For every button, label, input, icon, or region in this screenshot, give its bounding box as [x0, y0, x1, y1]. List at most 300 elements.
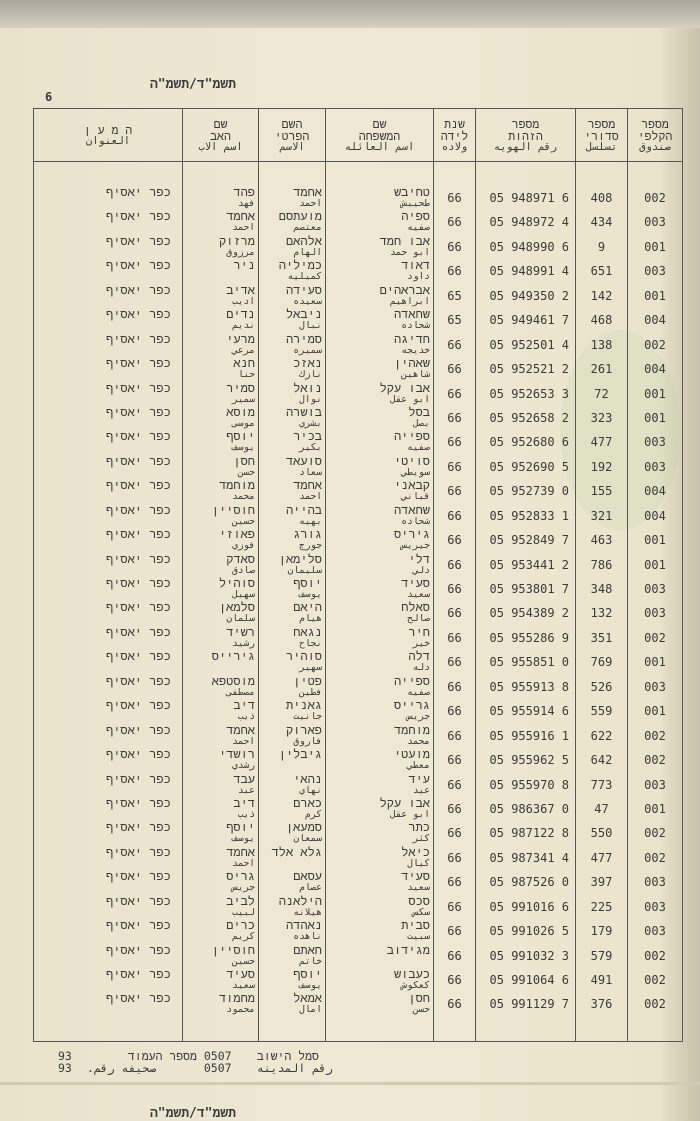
father-name-ar: صادق: [232, 564, 255, 576]
cell-ballot-box: [628, 626, 682, 650]
father-name-ar: جريس: [232, 882, 255, 894]
first-name-ar: جانيت: [293, 711, 322, 723]
ballot-box: 003: [644, 264, 666, 279]
birth-year: 66: [447, 679, 462, 694]
cell-birth-year: [434, 577, 476, 601]
id-number: 05 986367 0: [489, 801, 569, 816]
ballot-box: 004: [644, 508, 666, 523]
father-name-he: מרזוק: [218, 234, 255, 248]
family-name-he: מועטי: [393, 748, 430, 762]
cell-serial: [576, 357, 628, 381]
cell-family-name: [326, 357, 434, 381]
ballot-box: 003: [644, 215, 666, 230]
table-header: [34, 109, 682, 162]
cell-serial: [576, 210, 628, 234]
father-name-he: סעיד: [226, 968, 255, 981]
id-number: 05 991064 6: [489, 973, 569, 987]
cell-family-name: [326, 333, 434, 357]
father-name-he: יוסף: [226, 430, 255, 444]
cell-father: [183, 919, 259, 943]
cell-address: [34, 186, 183, 210]
cell-id-number: [476, 992, 576, 1016]
first-name-he: סעידה: [285, 283, 322, 297]
cell-birth-year: [434, 748, 476, 772]
serial-number: 773: [590, 777, 613, 792]
birth-year: 66: [447, 215, 462, 230]
cell-family-name: [326, 259, 434, 283]
cell-first-name: [259, 870, 326, 894]
serial-number: 526: [590, 679, 613, 694]
cell-birth-year: [434, 821, 476, 845]
cell-family-name: [326, 479, 434, 503]
family-name-ar: جيريس: [401, 540, 430, 552]
col-label: לידה: [440, 129, 469, 143]
family-name-ar: سويطي: [401, 466, 430, 478]
father-name-he: מחמוד: [218, 992, 255, 1006]
serial-number: 9: [597, 239, 606, 254]
cell-family-name: [326, 699, 434, 723]
first-name-ar: كرم: [304, 808, 322, 820]
cell-father: [183, 992, 259, 1016]
cell-family-name: [326, 870, 434, 894]
serial-number: 559: [590, 704, 613, 719]
birth-year: 65: [447, 288, 462, 303]
cell-birth-year: [434, 919, 476, 943]
cell-father: [183, 870, 259, 894]
address-text: כפר יאסיף: [106, 821, 171, 835]
first-name-he: בכיר: [293, 430, 322, 444]
cell-birth-year: [434, 406, 476, 430]
birth-year: 66: [447, 582, 462, 596]
col-ballot-box: [628, 109, 682, 161]
id-number: 05 948991 4: [489, 264, 569, 279]
address-text: כפר יאסיף: [106, 308, 171, 322]
cell-address: [34, 895, 183, 919]
father-name-he: אחמד: [226, 845, 255, 859]
ballot-box: 001: [644, 704, 666, 719]
serial-number: 138: [590, 337, 613, 352]
father-name-ar: احمد: [232, 222, 255, 234]
cell-family-name: [326, 504, 434, 528]
father-name-he: גריס: [226, 870, 255, 884]
ballot-box: 002: [644, 753, 666, 768]
family-name-ar: جريس: [407, 711, 430, 723]
cell-id-number: [476, 210, 576, 234]
cell-ballot-box: [628, 944, 682, 968]
id-number: 05 949350 2: [489, 288, 569, 303]
first-name-he: בהייה: [285, 503, 322, 517]
first-name-ar: بهيه: [299, 515, 322, 527]
cell-father: [183, 528, 259, 552]
family-name-ar: ابو عقل: [389, 808, 430, 820]
first-name-he: יוסף: [293, 577, 322, 590]
id-number: 05 949461 7: [489, 313, 569, 328]
birth-year: 66: [447, 704, 462, 719]
id-number: 05 955916 1: [489, 728, 569, 743]
family-name-he: דאוד: [401, 259, 430, 273]
address-text: כפר יאסיף: [106, 283, 171, 297]
cell-family-name: [326, 797, 434, 821]
father-name-ar: موسى: [232, 417, 255, 429]
cell-birth-year: [434, 382, 476, 406]
cell-father: [183, 797, 259, 821]
table-row: [34, 333, 682, 357]
family-name-ar: صالح: [407, 613, 430, 625]
first-name-ar: امال: [299, 1004, 322, 1016]
family-name-he: סעיד: [401, 870, 430, 884]
ballot-box: 003: [644, 582, 666, 596]
family-name-he: שחאדה: [393, 308, 430, 322]
address-text: כפר יאסיף: [106, 723, 171, 737]
cell-ballot-box: [628, 528, 682, 552]
serial-number: 47: [594, 801, 609, 816]
first-name-he: פארוק: [285, 723, 322, 737]
first-name-he: חאתם: [293, 943, 322, 957]
cell-ballot-box: [628, 650, 682, 674]
table-row: [34, 430, 682, 454]
ballot-box: 003: [644, 459, 666, 474]
cell-id-number: [476, 553, 576, 577]
id-number: 05 991129 7: [489, 997, 569, 1012]
father-name-he: מוחמד: [218, 479, 255, 493]
id-number: 05 953441 2: [489, 557, 569, 572]
col-label: שם: [213, 117, 228, 131]
cell-father: [183, 406, 259, 430]
id-number: 05 955913 8: [489, 679, 569, 694]
cell-first-name: [259, 821, 326, 845]
family-name-ar: قباني: [401, 491, 430, 503]
cell-birth-year: [434, 944, 476, 968]
first-name-ar: نبال: [299, 320, 322, 332]
cell-address: [34, 650, 183, 674]
cell-serial: [576, 724, 628, 748]
first-name-ar: ناهده: [293, 931, 322, 943]
col-father: [183, 109, 259, 161]
family-name-he: סכס: [408, 894, 430, 908]
first-name-he: סמעאן: [285, 821, 322, 835]
family-name-he: עיד: [408, 772, 430, 786]
cell-father: [183, 479, 259, 503]
family-name-ar: بصل: [412, 417, 430, 429]
first-name-he: גאנית: [285, 699, 322, 713]
table-row: [34, 968, 682, 992]
family-name-ar: حسن: [412, 1004, 430, 1016]
cell-ballot-box: [628, 577, 682, 601]
ballot-box: 001: [644, 410, 666, 425]
cell-serial: [576, 944, 628, 968]
father-name-ar: عبد: [237, 784, 255, 796]
cell-family-name: [326, 308, 434, 332]
address-text: כפר יאסיף: [106, 992, 171, 1006]
cell-ballot-box: [628, 333, 682, 357]
first-name-ar: سعيده: [293, 295, 322, 307]
cell-serial: [576, 919, 628, 943]
first-name-he: נאהדה: [285, 919, 322, 933]
cell-first-name: [259, 406, 326, 430]
birth-year: 66: [447, 508, 462, 523]
id-number: 05 952690 5: [489, 459, 569, 474]
father-name-he: חנא: [233, 357, 255, 371]
cell-address: [34, 406, 183, 430]
address-text: כפר יאסיף: [106, 625, 171, 639]
cell-birth-year: [434, 895, 476, 919]
col-label-ar: صندوق: [639, 141, 671, 153]
id-number: 05 955851 0: [489, 655, 569, 670]
cell-birth-year: [434, 773, 476, 797]
family-name-ar: ابراهيم: [389, 295, 430, 307]
id-number: 05 991026 5: [489, 924, 569, 939]
cell-ballot-box: [628, 406, 682, 430]
cell-ballot-box: [628, 357, 682, 381]
cell-ballot-box: [628, 455, 682, 479]
table-row: [34, 626, 682, 650]
serial-number: 142: [590, 288, 613, 303]
cell-ballot-box: [628, 821, 682, 845]
address-text: כפר יאסיף: [106, 772, 171, 786]
serial-number: 72: [594, 386, 609, 401]
cell-family-name: [326, 577, 434, 601]
cell-father: [183, 308, 259, 332]
cell-serial: [576, 870, 628, 894]
table-row: [34, 870, 682, 894]
serial-number: 786: [590, 557, 613, 572]
col-first-name: [259, 109, 326, 161]
cell-family-name: [326, 944, 434, 968]
family-name-he: ספיה: [401, 210, 430, 224]
first-name-ar: بكير: [299, 442, 322, 454]
father-name-he: סמיר: [226, 381, 255, 395]
first-name-he: סמירה: [285, 332, 322, 346]
cell-father: [183, 650, 259, 674]
serial-number: 192: [590, 459, 613, 474]
cell-first-name: [259, 308, 326, 332]
id-number: 05 955962 5: [489, 753, 569, 768]
cell-father: [183, 455, 259, 479]
cell-family-name: [326, 186, 434, 210]
family-name-ar: شحاده: [401, 515, 430, 527]
first-name-he: נגאח: [293, 625, 322, 639]
first-name-ar: احمد: [299, 491, 322, 503]
cell-serial: [576, 333, 628, 357]
address-text: כפר יאסיף: [106, 210, 171, 224]
cell-address: [34, 773, 183, 797]
family-name-ar: سعيد: [407, 882, 430, 894]
cell-first-name: [259, 382, 326, 406]
cell-first-name: [259, 968, 326, 992]
first-name-ar: هيلانه: [293, 906, 322, 918]
ballot-box: 001: [644, 801, 666, 816]
cell-id-number: [476, 699, 576, 723]
cell-family-name: [326, 455, 434, 479]
cell-birth-year: [434, 992, 476, 1016]
cell-father: [183, 284, 259, 308]
cell-birth-year: [434, 553, 476, 577]
family-name-ar: سبيت: [407, 931, 430, 943]
col-label: המשפחה: [358, 129, 401, 143]
ballot-box: 003: [644, 679, 666, 694]
col-birth-year: [434, 109, 476, 161]
serial-number: 155: [590, 484, 613, 499]
address-text: כפר יאסיף: [106, 748, 171, 762]
page-no: 93: [58, 1049, 72, 1063]
ballot-box: 001: [644, 655, 666, 670]
father-name-he: דיב: [233, 796, 255, 810]
cell-father: [183, 382, 259, 406]
cell-serial: [576, 186, 628, 210]
cell-serial: [576, 406, 628, 430]
first-name-he: גורג: [293, 528, 322, 542]
family-name-he: שאהין: [393, 357, 430, 371]
ballot-box: 001: [644, 533, 666, 548]
father-name-ar: محمد: [232, 491, 255, 503]
col-label-ar: ولاده: [441, 141, 468, 153]
cell-serial: [576, 821, 628, 845]
address-text: כפר יאסיף: [106, 381, 171, 395]
cell-family-name: [326, 773, 434, 797]
cell-first-name: [259, 846, 326, 870]
father-name-ar: رشدي: [232, 760, 255, 772]
cell-first-name: [259, 528, 326, 552]
father-name-ar: اديب: [232, 295, 255, 307]
family-name-he: מוחמד: [393, 723, 430, 737]
cell-family-name: [326, 284, 434, 308]
father-name-ar: فوزي: [232, 540, 255, 552]
first-name-he: סלימאן: [278, 552, 322, 566]
family-name-ar: صفيه: [407, 442, 430, 454]
ballot-box: 003: [644, 777, 666, 792]
table-row: [34, 186, 682, 210]
table-row: [34, 479, 682, 503]
page-footer: [58, 1050, 333, 1074]
cell-ballot-box: [628, 186, 682, 210]
serial-number: 321: [590, 508, 613, 523]
cell-serial: [576, 699, 628, 723]
cell-birth-year: [434, 626, 476, 650]
table-row: [34, 528, 682, 552]
address-text: כפר יאסיף: [106, 650, 171, 664]
cell-id-number: [476, 944, 576, 968]
family-name-ar: دلي: [412, 564, 430, 576]
cell-birth-year: [434, 870, 476, 894]
birth-year: 66: [447, 459, 462, 474]
father-name-ar: حسن: [237, 466, 255, 478]
cell-family-name: [326, 406, 434, 430]
father-name-ar: حسين: [232, 955, 255, 967]
cell-first-name: [259, 895, 326, 919]
father-name-he: סלמאן: [218, 601, 255, 615]
cell-family-name: [326, 528, 434, 552]
cell-id-number: [476, 797, 576, 821]
birth-year: 66: [447, 410, 462, 425]
address-text: כפר יאסיף: [106, 870, 171, 884]
id-number: 05 953801 7: [489, 582, 569, 596]
birth-year: 66: [447, 655, 462, 670]
address-text: כפר יאסיף: [106, 259, 171, 273]
cell-id-number: [476, 382, 576, 406]
cell-serial: [576, 455, 628, 479]
id-number: 05 952501 4: [489, 337, 569, 352]
id-number: 05 952833 1: [489, 508, 569, 523]
cell-address: [34, 797, 183, 821]
page-number: 6: [45, 90, 53, 104]
table-row: [34, 748, 682, 772]
cell-address: [34, 724, 183, 748]
cell-first-name: [259, 626, 326, 650]
cell-ballot-box: [628, 992, 682, 1016]
cell-family-name: [326, 235, 434, 259]
address-text: כפר יאסיף: [106, 479, 171, 493]
father-name-he: כרים: [226, 919, 255, 933]
cell-first-name: [259, 748, 326, 772]
father-name-he: אחמד: [226, 210, 255, 224]
first-name-ar: نهاي: [299, 784, 322, 796]
id-number: 05 952653 3: [489, 386, 569, 401]
cell-id-number: [476, 650, 576, 674]
col-label-ar: تسلسل: [585, 141, 618, 153]
ballot-box: 002: [644, 973, 666, 987]
cell-address: [34, 528, 183, 552]
first-name-ar: كميليه: [287, 271, 322, 283]
serial-number: 261: [590, 362, 613, 377]
first-name-ar: سليمان: [287, 564, 322, 576]
settlement-label-ar: رقم المدينه: [256, 1061, 333, 1075]
id-number: 05 948990 6: [489, 239, 569, 254]
cell-family-name: [326, 724, 434, 748]
cell-serial: [576, 773, 628, 797]
cell-address: [34, 382, 183, 406]
cell-birth-year: [434, 650, 476, 674]
cell-father: [183, 430, 259, 454]
first-name-he: נאזכ: [293, 357, 322, 371]
table-row: [34, 406, 682, 430]
father-name-ar: نديم: [232, 320, 255, 332]
cell-first-name: [259, 675, 326, 699]
family-name-he: מגידוב: [386, 943, 430, 957]
cell-serial: [576, 553, 628, 577]
cell-serial: [576, 846, 628, 870]
cell-address: [34, 919, 183, 943]
table-row: [34, 675, 682, 699]
address-text: כפר יאסיף: [106, 699, 171, 713]
birth-year: 66: [447, 899, 462, 914]
cell-first-name: [259, 944, 326, 968]
family-name-he: חיר: [408, 625, 430, 639]
first-name-ar: نازك: [299, 369, 322, 381]
table-row: [34, 382, 682, 406]
first-name-he: מועתסם: [278, 210, 322, 224]
serial-number: 376: [590, 997, 613, 1012]
father-name-he: חוסיין: [211, 943, 255, 957]
father-name-he: חוסיין: [211, 503, 255, 517]
first-name-he: נואל: [293, 381, 322, 395]
birth-year: 66: [447, 948, 462, 963]
father-name-ar: مرزوق: [226, 246, 255, 258]
id-number: 05 955286 9: [489, 630, 569, 645]
ballot-box: 004: [644, 484, 666, 499]
first-name-ar: بشري: [299, 417, 322, 429]
col-label: ה מ ע ן: [83, 123, 133, 137]
family-name-he: כתר: [408, 821, 430, 835]
cell-family-name: [326, 895, 434, 919]
first-name-he: היאם: [293, 601, 322, 615]
first-name-ar: فاروق: [293, 735, 322, 747]
birth-year: 66: [447, 728, 462, 743]
birth-year: 66: [447, 924, 462, 939]
father-name-he: לביב: [226, 894, 255, 908]
family-name-ar: كيال: [407, 857, 430, 869]
cell-first-name: [259, 504, 326, 528]
first-name-ar: سميره: [293, 344, 322, 356]
